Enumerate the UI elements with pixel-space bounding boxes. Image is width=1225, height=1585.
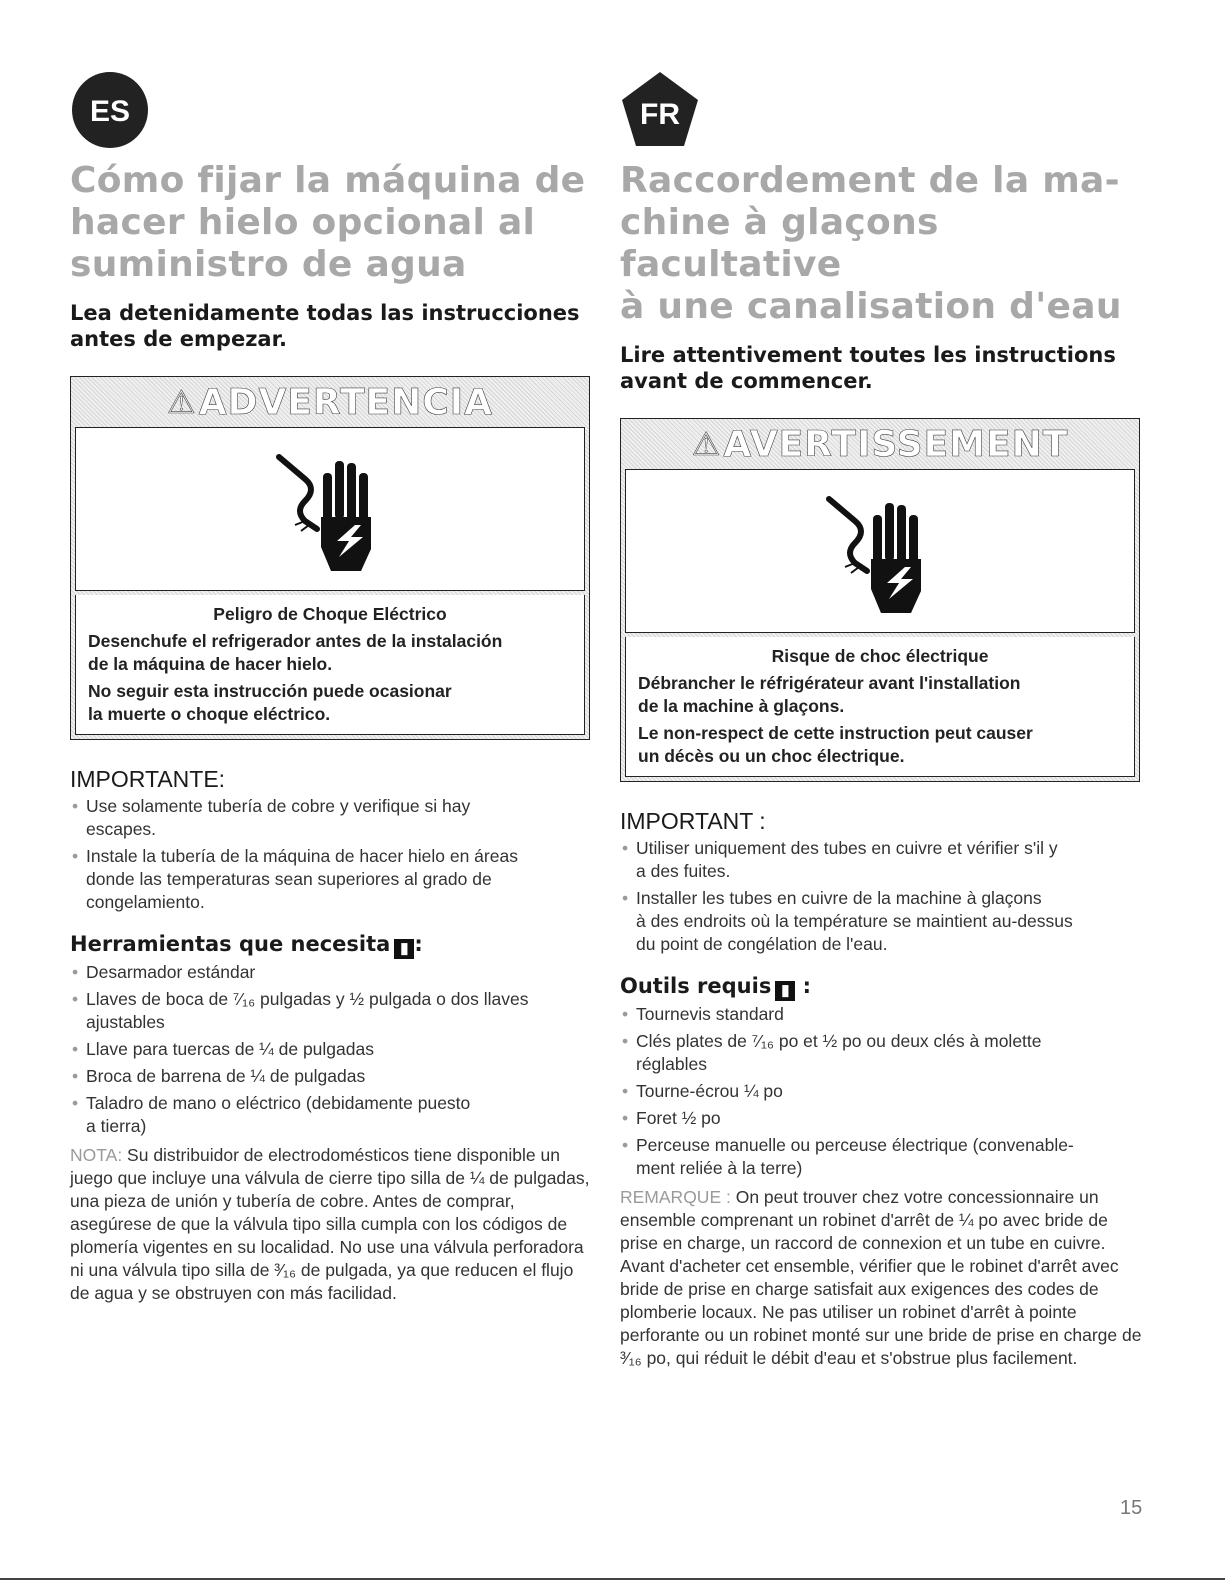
list-item: • Perceuse manuelle ou perceuse électrique (convenable- ment reliée à la terre) bbox=[620, 1134, 1150, 1180]
list-item: • Use solamente tubería de cobre y verifique si hay escapes. bbox=[70, 795, 590, 841]
warning-triangle-icon: ⚠ bbox=[167, 383, 197, 421]
spanish-language-badge-icon bbox=[70, 70, 150, 150]
spanish-title: Cómo fijar la máquina de hacer hielo opcional al suministro de agua bbox=[70, 160, 586, 285]
svg-text:ES: ES bbox=[89, 95, 131, 128]
french-column bbox=[620, 70, 1150, 1370]
list-item: • Tournevis standard bbox=[620, 1003, 1150, 1026]
page-number: 15 bbox=[1120, 1497, 1143, 1519]
list-item: • Llave para tuercas de ¼ de pulgadas bbox=[70, 1038, 590, 1061]
spanish-column bbox=[70, 70, 590, 1305]
list-item: • Instale la tubería de la máquina de hacer hielo en áreas donde las temperaturas sean superiores al grado de congelamiento. bbox=[70, 845, 590, 914]
french-note-text: On peut trouver chez votre concessionnaire un ensemble comprenant un robinet d'arrêt de ¼ po avec bride de prise en charge, un raccord de connexion et un tube en cuivre. Avant d'acheter cet ensemble, vérifier que le robinet d'arrêt avec bride de prise en charge satisfait aux exigences des codes de plomberie locaux. Ne pas utiliser un robinet d'arrêt à pointe perforante ou un robinet monté sur une bride de prise en charge de ³⁄₁₆ po, qui réduit le débit d'eau et s'obstrue plus facilement. bbox=[620, 1187, 1142, 1368]
spanish-important-list bbox=[70, 795, 590, 914]
french-warning-box bbox=[620, 418, 1140, 782]
spanish-hazard-label: Peligro de Choque Eléctrico bbox=[213, 604, 447, 624]
tools-icon: ▮ bbox=[775, 981, 795, 1001]
french-tools-heading bbox=[620, 974, 1150, 1001]
svg-text:FR: FR bbox=[640, 98, 680, 131]
french-warning-instruction: Débrancher le réfrigérateur avant l'installation de la machine à glaçons. bbox=[638, 673, 1021, 716]
french-note-label: REMARQUE : bbox=[620, 1187, 731, 1207]
french-warning-pictogram bbox=[625, 469, 1135, 633]
french-important-heading: IMPORTANT : bbox=[620, 808, 766, 834]
french-lead: Lire attentivement toutes les instructions avant de commencer. bbox=[620, 343, 1116, 393]
list-item: • Llaves de boca de ⁷⁄₁₆ pulgadas y ½ pulgada o dos llaves ajustables bbox=[70, 988, 590, 1034]
tools-icon: ▮ bbox=[394, 939, 414, 959]
french-note bbox=[620, 1186, 1150, 1370]
list-item: • Clés plates de ⁷⁄₁₆ po et ½ po ou deux clés à molette réglables bbox=[620, 1030, 1150, 1076]
french-tools-heading-text: Outils requis bbox=[620, 974, 772, 998]
french-tools-heading-suffix: : bbox=[795, 974, 812, 998]
list-item: • Tourne-écrou ¼ po bbox=[620, 1080, 1150, 1103]
spanish-lead: Lea detenidamente todas las instrucciones antes de empezar. bbox=[70, 301, 580, 351]
electric-shock-hand-icon bbox=[265, 439, 395, 579]
french-important-list bbox=[620, 837, 1150, 956]
list-item: • Utiliser uniquement des tubes en cuivre et vérifier s'il y a des fuites. bbox=[620, 837, 1150, 883]
spanish-warning-box bbox=[70, 376, 590, 740]
french-title: Raccordement de la ma- chine à glaçons facultative à une canalisation d'eau bbox=[620, 160, 1122, 327]
french-warning-text bbox=[625, 637, 1135, 777]
french-language-badge-icon bbox=[620, 70, 700, 150]
list-item: • Installer les tubes en cuivre de la machine à glaçons à des endroits où la température se maintient au-dessus du point de congélation de l'eau. bbox=[620, 887, 1150, 956]
french-warning-consequence: Le non-respect de cette instruction peut causer un décès ou un choc électrique. bbox=[638, 723, 1033, 766]
spanish-note bbox=[70, 1144, 590, 1305]
spanish-tools-heading-text: Herramientas que necesita bbox=[70, 932, 391, 956]
list-item: • Broca de barrena de ¼ de pulgadas bbox=[70, 1065, 590, 1088]
spanish-warning-text bbox=[75, 595, 585, 735]
french-warning-header bbox=[625, 419, 1135, 469]
spanish-warning-pictogram bbox=[75, 427, 585, 591]
spanish-warning-consequence: No seguir esta instrucción puede ocasionar la muerte o choque eléctrico. bbox=[88, 681, 452, 724]
spanish-note-label: NOTA: bbox=[70, 1145, 123, 1165]
french-tools-list bbox=[620, 1003, 1150, 1180]
warning-triangle-icon: ⚠ bbox=[691, 425, 722, 463]
list-item: • Foret ½ po bbox=[620, 1107, 1150, 1130]
list-item: • Desarmador estándar bbox=[70, 961, 590, 984]
spanish-tools-heading-suffix: : bbox=[414, 932, 423, 956]
page-bottom-rule bbox=[0, 1578, 1225, 1580]
electric-shock-hand-icon bbox=[815, 481, 945, 621]
spanish-note-text: Su distribuidor de electrodomésticos tiene disponible un juego que incluye una válvula de cierre tipo silla de ¼ de pulgadas, una pieza de unión y tubería de cobre. Antes de comprar, asegúrese de que la válvula tipo silla cumpla con los códigos de plomería vigentes en su localidad. No use una válvula perforadora ni una válvula tipo silla de ³⁄₁₆ de pulgada, ya que reducen el flujo de agua y se obstruyen con más facilidad. bbox=[70, 1145, 590, 1303]
spanish-warning-signal-word: ADVERTENCIA bbox=[198, 381, 493, 423]
spanish-warning-instruction: Desenchufe el refrigerador antes de la instalación de la máquina de hacer hielo. bbox=[88, 631, 503, 674]
spanish-tools-heading bbox=[70, 932, 590, 959]
french-warning-signal-word: AVERTISSEMENT bbox=[723, 423, 1069, 465]
spanish-tools-list bbox=[70, 961, 590, 1138]
french-hazard-label: Risque de choc électrique bbox=[771, 646, 989, 666]
spanish-warning-header bbox=[75, 377, 585, 427]
list-item: • Taladro de mano o eléctrico (debidamente puesto a tierra) bbox=[70, 1092, 590, 1138]
spanish-important-heading: IMPORTANTE: bbox=[70, 766, 226, 792]
